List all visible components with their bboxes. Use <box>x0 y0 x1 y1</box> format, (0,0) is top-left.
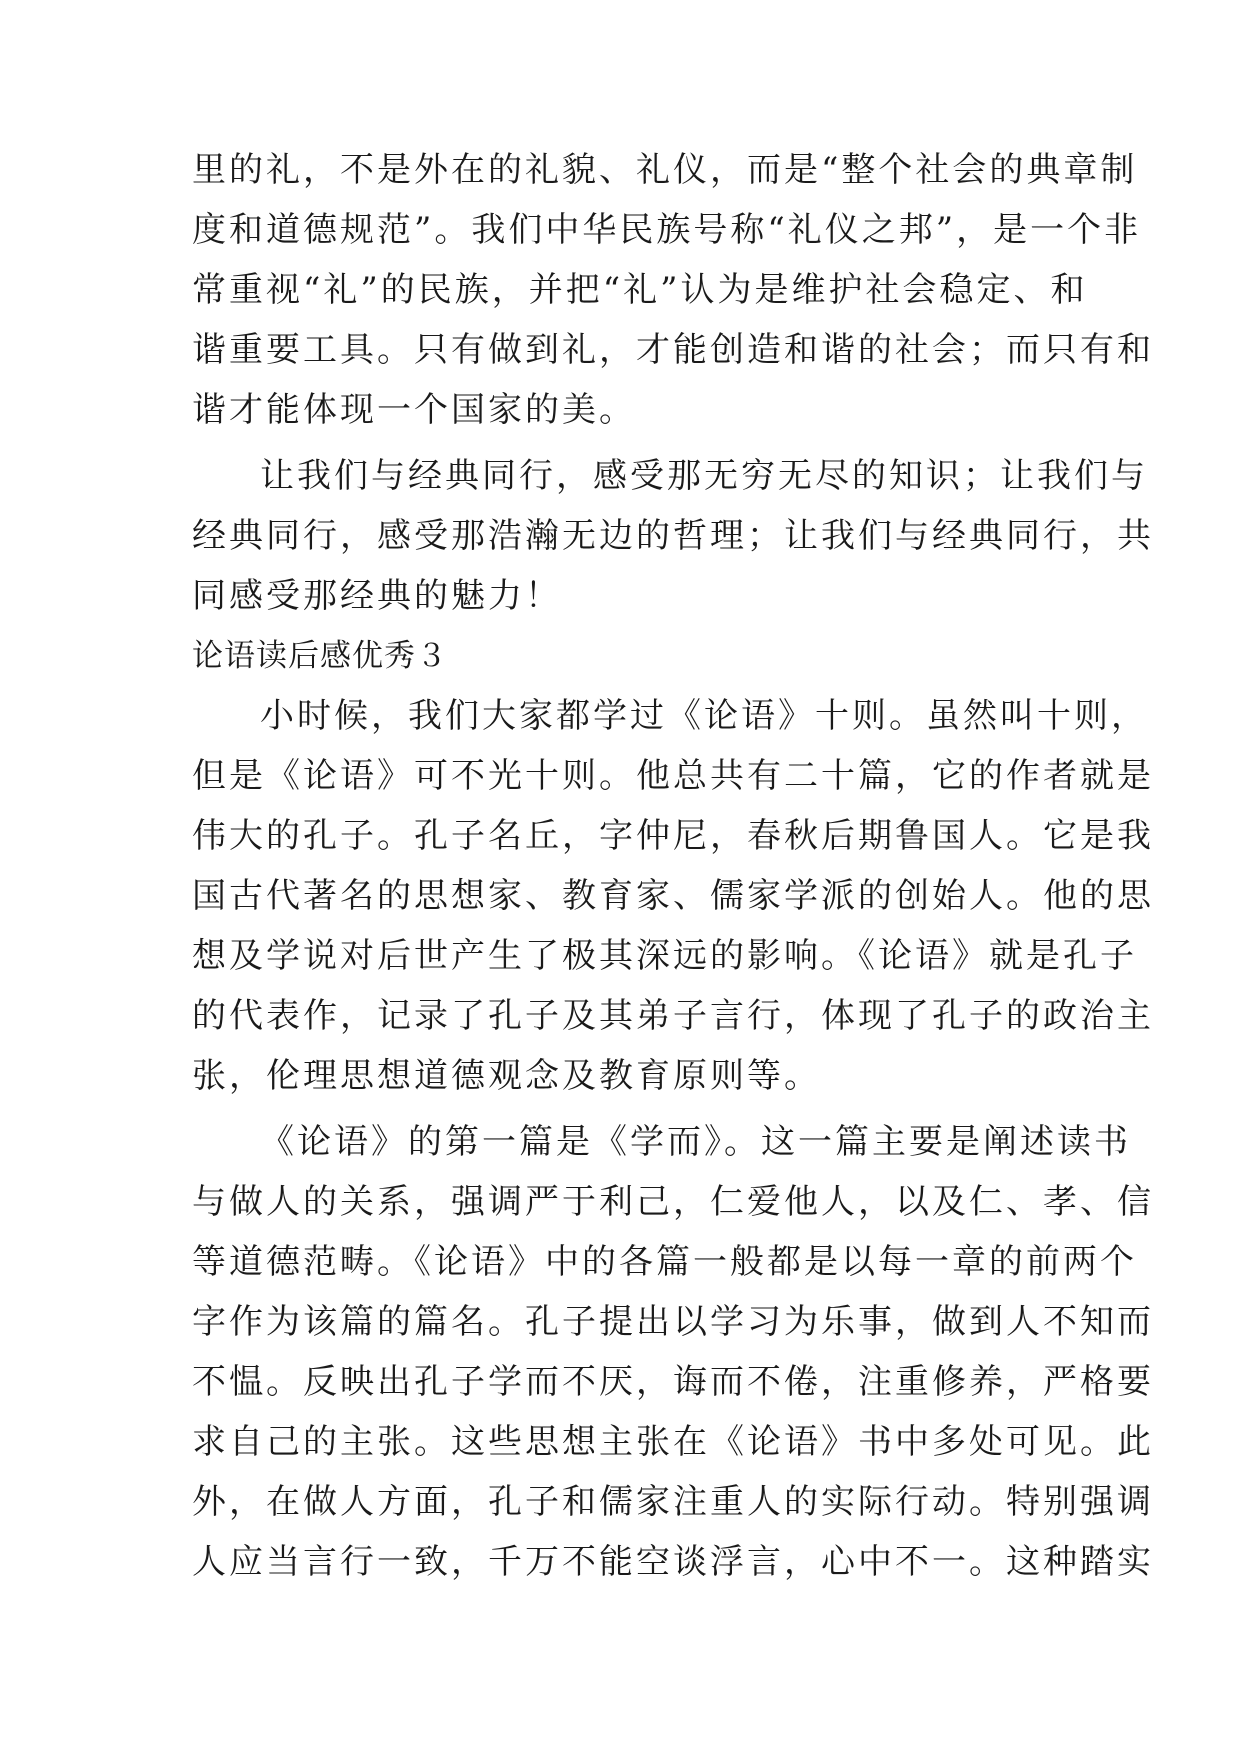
text-line: 里的礼，不是外在的礼貌、礼仪，而是“整个社会的典章制 <box>192 150 1138 190</box>
text-line: 等道德范畴。《论语》中的各篇一般都是以每一章的前两个 <box>192 1242 1137 1282</box>
text-line: 谐重要工具。只有做到礼，才能创造和谐的社会；而只有和 <box>192 330 1154 370</box>
text-line: 《论语》的第一篇是《学而》。这一篇主要是阐述读书 <box>260 1122 1131 1162</box>
text-line: 张，伦理思想道德观念及教育原则等。 <box>192 1056 821 1096</box>
document-page <box>192 140 1154 1592</box>
text-line: 常重视“礼”的民族，并把“礼”认为是维护社会稳定、和 <box>192 270 1088 310</box>
text-line: 与做人的关系，强调严于利己，仁爱他人，以及仁、孝、信 <box>192 1182 1154 1222</box>
text-line: 让我们与经典同行，感受那无穷无尽的知识；让我们与 <box>260 456 1148 496</box>
text-line: 但是《论语》可不光十则。他总共有二十篇，它的作者就是 <box>192 756 1154 796</box>
paragraph-conclusion <box>192 446 1154 626</box>
text-line: 字作为该篇的篇名。孔子提出以学习为乐事，做到人不知而 <box>192 1302 1154 1342</box>
text-line: 度和道德规范”。我们中华民族号称“礼仪之邦”，是一个非 <box>192 210 1142 250</box>
text-line: 伟大的孔子。孔子名丘，字仲尼，春秋后期鲁国人。它是我 <box>192 816 1154 856</box>
section-heading: 论语读后感优秀３ <box>192 638 448 674</box>
paragraph-xue-er <box>192 1112 1154 1592</box>
text-line: 经典同行，感受那浩瀚无边的哲理；让我们与经典同行，共 <box>192 516 1154 556</box>
text-line: 人应当言行一致，千万不能空谈浮言，心中不一。这种踏实 <box>192 1542 1154 1582</box>
text-line: 谐才能体现一个国家的美。 <box>192 390 636 430</box>
text-line: 同感受那经典的魅力！ <box>192 576 562 616</box>
text-line: 求自己的主张。这些思想主张在《论语》书中多处可见。此 <box>192 1422 1154 1462</box>
text-line: 不愠。反映出孔子学而不厌，诲而不倦，注重修养，严格要 <box>192 1362 1154 1402</box>
text-line: 国古代著名的思想家、教育家、儒家学派的创始人。他的思 <box>192 876 1154 916</box>
paragraph-intro <box>192 686 1154 1106</box>
text-line: 的代表作，记录了孔子及其弟子言行，体现了孔子的政治主 <box>192 996 1154 1036</box>
text-line: 外，在做人方面，孔子和儒家注重人的实际行动。特别强调 <box>192 1482 1154 1522</box>
text-line: 小时候，我们大家都学过《论语》十则。虽然叫十则， <box>260 696 1148 736</box>
text-line: 想及学说对后世产生了极其深远的影响。《论语》就是孔子 <box>192 936 1137 976</box>
paragraph-li <box>192 140 1154 440</box>
